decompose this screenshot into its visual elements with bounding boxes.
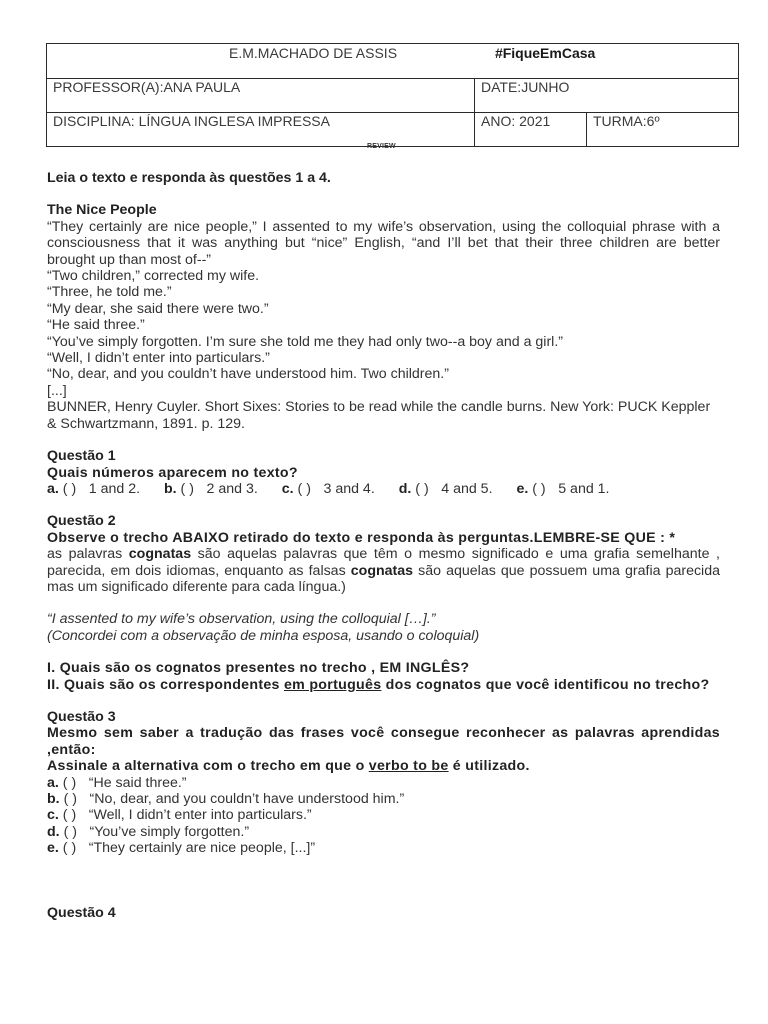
document-body [47,170,720,921]
q1-prompt: Quais números aparecem no texto? [47,464,298,481]
header-table [46,43,739,147]
q2-translation: (Concordei com a observação de minha esposa, usando o coloquial) [47,627,480,644]
story-line: “Three, he told me.” [47,284,172,301]
q2-excerpt: “I assented to my wife’s observation, using the colloquial […].” [47,611,436,628]
year-cell [475,113,587,147]
q2-item1: I. Quais são os cognatos presentes no trecho , EM INGLÊS? [47,660,470,677]
hashtag: #FiqueEmCasa [494,45,596,61]
story-line: “My dear, she said there were two.” [47,300,269,317]
story-line: “They certainly are nice people,” I assented to my wife’s observation, using the colloquial phrase with a consciousness that it was anything but “nice” English, “and I’ll bet that their three children are better brought up than most of--” [47,218,720,268]
checkbox-paren[interactable]: ( ) [62,480,77,497]
year: ANO: 2021 [481,113,551,129]
checkbox-paren[interactable]: ( ) [532,480,546,497]
checkbox-paren[interactable]: ( ) [62,807,77,824]
class: TURMA:6º [593,113,660,129]
q1-options [47,481,720,497]
story-line: “He said three.” [47,317,145,334]
q1-option-d[interactable]: d. ( ) 4 and 5. [398,480,493,497]
q3-option-d[interactable]: d. ( ) “You’ve simply forgotten.” [47,823,250,840]
checkbox-paren[interactable]: ( ) [297,480,311,497]
school-name: E.M.MACHADO DE ASSIS [229,45,398,61]
q2-title: Questão 2 [47,513,116,530]
review-label: REVIEW [367,143,396,150]
teacher-cell [47,79,475,113]
story-title: The Nice People [47,202,157,219]
header-title-cell [47,44,739,79]
teacher: PROFESSOR(A):ANA PAULA [53,79,241,95]
q3-title: Questão 3 [47,708,116,725]
story-line: “No, dear, and you couldn’t have understood him. Two children.” [47,366,449,383]
story-line: “You’ve simply forgotten. I’m sure she told me they had only two--a boy and a girl.” [47,333,563,350]
q3-prompt: Mesmo sem saber a tradução das frases você consegue reconhecer as palavras aprendidas ,então: [47,725,720,758]
q1-option-e[interactable]: e. ( ) 5 and 1. [516,480,610,497]
checkbox-paren[interactable]: ( ) [180,480,194,497]
q3-instruction: Assinale a alternativa com o trecho em que o verbo to be é utilizado. [47,758,530,775]
checkbox-paren[interactable]: ( ) [415,480,429,497]
citation: BUNNER, Henry Cuyler. Short Sixes: Stories to be read while the candle burns. New York: PUCK Keppler & Schwartzmann, 1891. p. 129. [47,399,711,432]
date-cell [475,79,739,113]
checkbox-paren[interactable]: ( ) [63,823,77,840]
q3-option-b[interactable]: b. ( ) “No, dear, and you couldn’t have understood him.” [47,791,405,807]
q2-prompt: Observe o trecho ABAIXO retirado do texto e responda às perguntas.LEMBRE-SE QUE : * [47,529,676,546]
q3-option-c[interactable]: c. ( ) “Well, I didn’t enter into particulars.” [47,807,312,824]
date: DATE:JUNHO [481,79,570,95]
q4-title: Questão 4 [47,904,116,921]
q1-title: Questão 1 [47,448,116,465]
q1-option-a[interactable]: a. ( ) 1 and 2. [47,480,141,497]
class-cell [587,113,739,147]
story-line: [...] [47,382,67,399]
q2-item2: II. Quais são os correspondentes em português dos cognatos que você identificou no trecho? [47,676,710,693]
q3-option-e[interactable]: e. ( ) “They certainly are nice people, [...]” [47,840,316,857]
q3-option-a[interactable]: a. ( ) “He said three.” [47,774,187,791]
checkbox-paren[interactable]: ( ) [62,840,77,857]
subject: DISCIPLINA: LÍNGUA INGLESA IMPRESSA [53,113,330,129]
checkbox-paren[interactable]: ( ) [63,791,77,807]
story-line: “Two children,” corrected my wife. [47,268,260,285]
q1-option-c[interactable]: c. ( ) 3 and 4. [281,480,375,497]
story-line: “Well, I didn’t enter into particulars.” [47,350,270,367]
q1-option-b[interactable]: b. ( ) 2 and 3. [163,480,258,497]
checkbox-paren[interactable]: ( ) [62,774,77,791]
subject-cell [47,113,475,147]
instructions: Leia o texto e responda às questões 1 a 4. [47,170,331,186]
q2-note: as palavras cognatas são aquelas palavras que têm o mesmo significado e uma grafia semelhante , parecida, em dois idiomas, enquanto as falsas cognatas são aquelas que possuem uma grafia parecida mas um significado diferente para cada língua.) [47,546,720,595]
